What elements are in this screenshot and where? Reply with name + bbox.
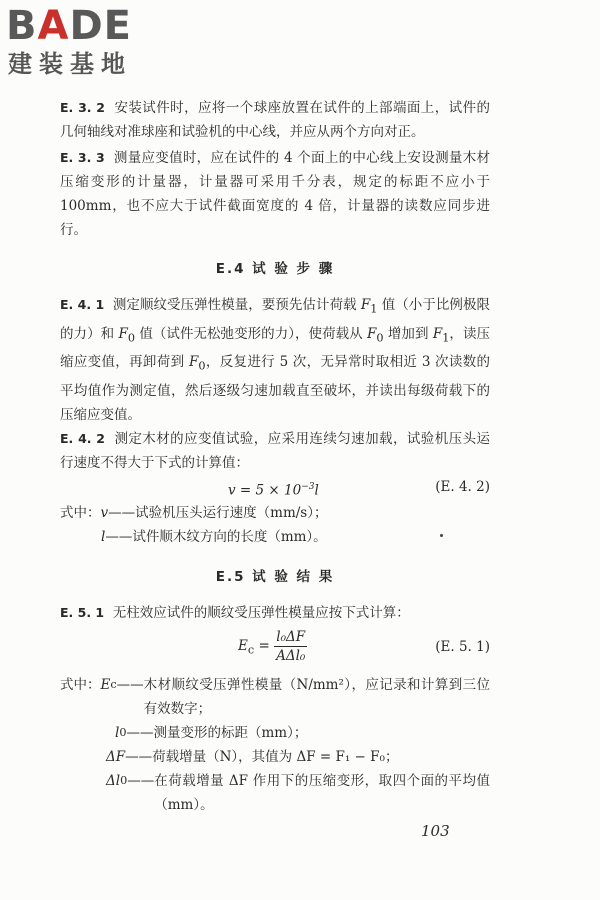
logo-subtitle: 建装基地 xyxy=(8,50,132,78)
section-heading-e5: E.5 试 验 结 果 xyxy=(215,569,335,586)
clause-e51 xyxy=(60,601,490,625)
clause-e33 xyxy=(60,146,490,242)
clause-number: E. 3. 2 xyxy=(60,100,105,115)
clause-number: E. 3. 3 xyxy=(60,150,105,165)
stray-dot xyxy=(440,534,443,537)
clause-number: E. 4. 1 xyxy=(60,297,105,312)
equation-e51 xyxy=(60,627,490,671)
page-number: 103 xyxy=(421,822,450,840)
clause-e42 xyxy=(60,427,490,475)
clause-text: 测量应变值时，应在试件的 4 个面上的中心线上安设测量木材压缩变形的计量器，计量器可采用千分表，规定的标距不应小于 100mm，也不应大于试件截面宽度的 4 倍，计量器的读数应同步进行。 xyxy=(60,150,490,238)
clause-number: E. 4. 2 xyxy=(60,431,105,447)
clause-text: 安装试件时，应将一个球座放置在试件的上部端面上，试件的几何轴线对准球座和试验机的中心线，并应从两个方向对正。 xyxy=(60,100,491,140)
definition-row: 式中： v —— 试验机压头运行速度（mm/s）； xyxy=(60,505,328,522)
clause-e41: E. 4. 1 测定顺纹受压弹性模量，要预先估计荷载 $F_1$ 值（小于比例极限的力）和 $F_0$ 值（试件无松弛变形的力），使荷载从 $F_0$ 增加到 $F_1$，读压缩应变值，再卸荷到 $F_0$，反复进行 5 次，无异常时取相近 3 次读数的平均值作为测定值，然后逐级匀速加载直至破坏，并读出每级荷载下的压缩应变值。 xyxy=(60,297,490,424)
document-page xyxy=(60,96,490,817)
definition-row: ΔF —— 荷载增量（N），其值为 ΔF = F₁ − F₀； xyxy=(106,749,399,766)
definition-row: l 0 —— 测量变形的标距（mm）； xyxy=(115,725,308,742)
equation-e42 xyxy=(60,475,490,501)
section-heading-e4: E.4 试 验 步 骤 xyxy=(215,261,335,277)
definition-row: l —— 试件顺木纹方向的长度（mm）。 xyxy=(101,529,327,546)
definition-row: Δl 0 —— 在荷载增量 ΔF 作用下的压缩变形，取四个面的平均值（mm）。 xyxy=(106,773,490,814)
equation-label: (E. 4. 2) xyxy=(435,479,490,496)
logo-wordmark: BADE xyxy=(6,3,132,49)
definition-row: 式中： E c —— 木材顺纹受压弹性模量（N/mm²），应记录和计算到三位有效数字； xyxy=(60,677,490,718)
clause-text: 无柱效应试件的顺纹受压弹性模量应按下式计算： xyxy=(112,605,410,622)
formula: $E_c$ = $\frac{\text{l₀ΔF}}{\text{AΔl₀}}$ xyxy=(238,629,306,665)
bade-logo xyxy=(6,4,176,92)
fraction: $\frac{\text{l₀ΔF}}{\text{AΔl₀}}$ xyxy=(276,629,306,665)
formula: $v = 5 \times 10^{-3}l$ xyxy=(228,482,319,499)
clause-text: 测定木材的应变值试验，应采用连续匀速加载，试验机压头运行速度不得大于下式的计算值： xyxy=(60,431,491,472)
clause-e32 xyxy=(60,96,490,144)
equation-label: (E. 5. 1) xyxy=(435,639,490,656)
clause-number: E. 5. 1 xyxy=(60,605,105,621)
